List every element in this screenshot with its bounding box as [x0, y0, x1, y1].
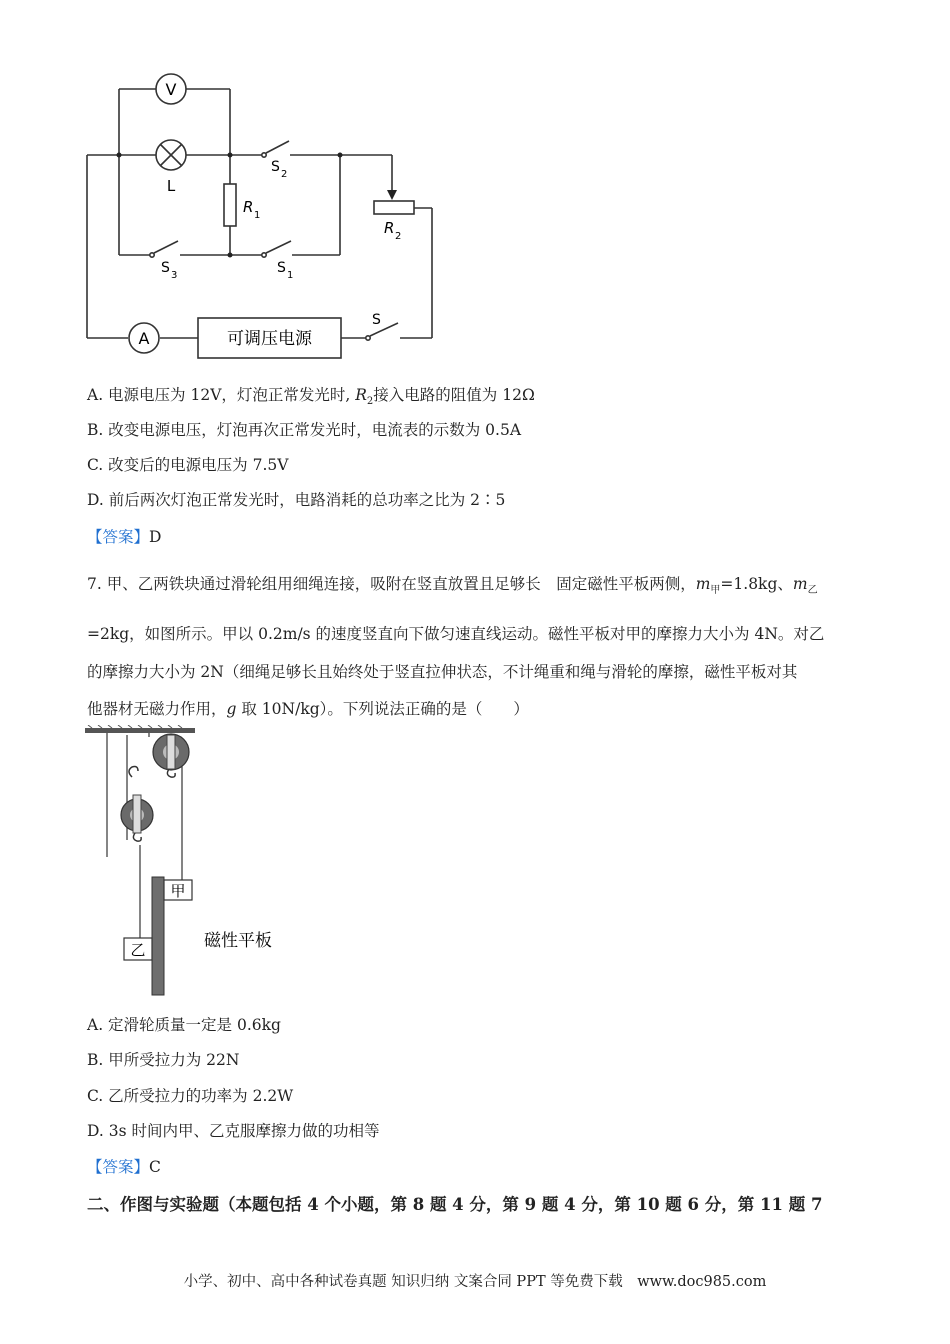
q7-line1-text: 7. 甲、乙两铁块通过滑轮组用细绳连接，吸附在竖直放置且足够长 固定磁性平板两侧， — [87, 575, 696, 593]
q7-option-d: D. 3s 时间内甲、乙克服摩擦力做的功相等 — [87, 1122, 380, 1140]
q6-option-d: D. 前后两次灯泡正常发光时，电路消耗的总功率之比为 2∶5 — [87, 491, 506, 509]
q6-option-b: B. 改变电源电压，灯泡再次正常发光时，电流表的示数为 0.5A — [87, 421, 522, 439]
q6-answer — [87, 525, 161, 547]
q7-m1-val: =1.8kg、 — [720, 575, 793, 593]
q7-m1-sub: 甲 — [710, 585, 721, 597]
power-source-label: 可调压电源 — [227, 329, 312, 349]
block-jia-label: 甲 — [170, 882, 186, 900]
r2-sub: 2 — [395, 231, 402, 242]
board-label: 磁性平板 — [204, 931, 272, 951]
switch-s1-icon — [262, 241, 291, 257]
pulley-diagram — [80, 725, 320, 1005]
lamp-icon — [156, 140, 186, 170]
q7-stem-line1 — [87, 572, 818, 596]
voltmeter-icon — [156, 74, 186, 104]
q7-stem-line3: 的摩擦力大小为 2N（细绳足够长且始终处于竖直拉伸状态，不计绳重和绳与滑轮的摩擦，磁性平板对其 — [87, 663, 798, 681]
switch-s-icon — [366, 323, 398, 340]
q6-option-a-sub: 2 — [366, 396, 374, 408]
q7-line4-g: g — [226, 700, 237, 718]
resistor-r1-icon — [224, 184, 236, 226]
page-footer: 小学、初中、高中各种试卷真题 知识归纳 文案合同 PPT 等免费下载 www.doc985.com — [183, 1274, 767, 1290]
rheostat-arrow-icon — [387, 190, 397, 200]
q7-answer — [87, 1155, 161, 1177]
section-heading: 二、作图与实验题（本题包括 4 个小题，第 8 题 4 分，第 9 题 4 分，第 10 题 6 分，第 11 题 7 — [87, 1195, 823, 1214]
q6-option-a-pre: A. 电源电压为 12V，灯泡正常发光时, — [87, 386, 356, 404]
r2-label: R — [384, 219, 395, 237]
ammeter-icon — [129, 323, 159, 353]
q6-option-a-post: 接入电路的阻值为 12Ω — [373, 386, 535, 404]
q7-answer-tag: 【答案】 — [87, 1158, 150, 1176]
s3-sub: 3 — [171, 270, 178, 281]
q7-option-b: B. 甲所受拉力为 22N — [87, 1051, 240, 1069]
q7-m1-var: m — [695, 575, 711, 593]
q6-answer-tag: 【答案】 — [87, 528, 150, 546]
switch-s3-icon — [150, 241, 178, 257]
svg-text:A: A — [138, 329, 150, 348]
q7-answer-value: C — [149, 1158, 161, 1176]
q6-option-c: C. 改变后的电源电压为 7.5V — [87, 456, 289, 474]
r1-label: R — [243, 198, 254, 216]
rheostat-r2-icon — [374, 201, 414, 214]
ceiling — [85, 728, 195, 733]
fixed-pulley-icon — [153, 734, 189, 777]
q6-answer-value: D — [149, 528, 162, 546]
switch-s2-icon — [262, 141, 289, 157]
s1-sub: 1 — [287, 270, 294, 281]
q7-option-a: A. 定滑轮质量一定是 0.6kg — [87, 1016, 281, 1034]
q7-option-c: C. 乙所受拉力的功率为 2.2W — [87, 1087, 294, 1105]
q7-m2-var: m — [792, 575, 808, 593]
s2-sub: 2 — [281, 169, 288, 180]
q7-line4-post: 取 10N/kg）。下列说法正确的是（ ） — [236, 700, 529, 718]
s2-label: S — [271, 159, 280, 175]
q6-option-a — [87, 385, 535, 412]
block-yi-label: 乙 — [130, 941, 146, 959]
s3-label: S — [161, 260, 170, 276]
q7-m2-sub: 乙 — [807, 585, 818, 597]
svg-text:V: V — [165, 80, 177, 99]
movable-pulley-icon — [121, 767, 153, 842]
s1-label: S — [277, 260, 286, 276]
q6-option-a-r: R — [355, 386, 367, 404]
q7-line4-pre: 他器材无磁力作用， — [87, 700, 227, 718]
s-label: S — [372, 312, 381, 328]
circuit-diagram — [0, 0, 470, 370]
magnetic-board — [152, 877, 164, 995]
r1-sub: 1 — [254, 210, 261, 221]
lamp-label: L — [166, 177, 176, 195]
q7-stem-line4 — [87, 697, 529, 719]
q7-stem-line2: =2kg，如图所示。甲以 0.2m/s 的速度竖直向下做匀速直线运动。磁性平板对甲的摩擦力大小为 4N。对乙 — [87, 625, 825, 643]
